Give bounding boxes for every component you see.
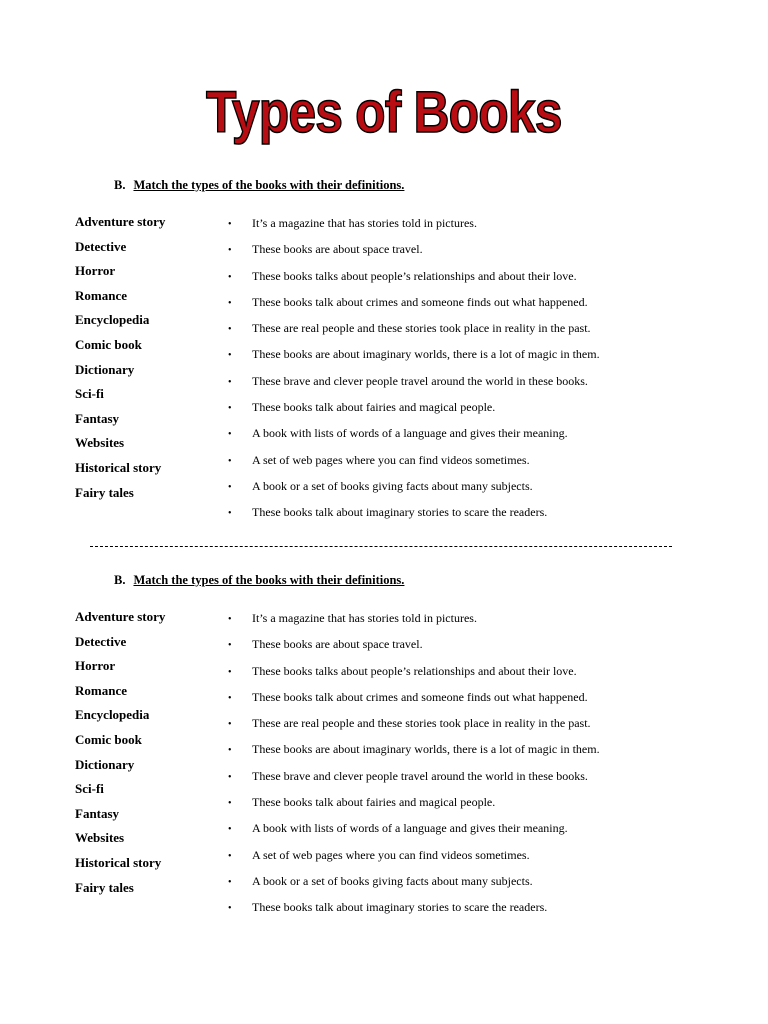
book-type-item: Horror [75,658,116,674]
definition-text: A book with lists of words of a language and gives their meaning. [252,426,568,441]
book-types-list [75,213,165,508]
definition-item [228,293,600,319]
bullet-icon: • [228,245,232,257]
bullet-icon: • [228,745,232,757]
book-type-item: Detective [75,633,127,649]
book-type-item: Detective [75,238,127,254]
definition-text: A set of web pages where you can find videos sometimes. [252,847,530,862]
definition-text: These books talk about fairies and magical people. [252,400,496,415]
page-title: Types of Books [206,80,562,145]
instruction-text: Match the types of the books with their definitions. [133,178,405,192]
definition-text: These books are about space travel. [252,637,423,652]
book-type-item: Adventure story [75,609,166,624]
definition-item [228,477,600,503]
book-type-item: Dictionary [75,361,135,377]
bullet-icon: • [228,614,232,625]
definition-item [228,319,600,345]
definition-item [228,872,600,898]
definition-text: These brave and clever people travel around the world in these books. [252,373,588,388]
bullet-icon: • [228,481,232,493]
definition-text: It’s a magazine that has stories told in pictures. [252,216,477,230]
definition-text: These brave and clever people travel around the world in these books. [252,768,588,783]
definition-text: These books are about space travel. [252,242,423,257]
definition-item [228,819,600,845]
definition-text: These books talk about fairies and magical people. [252,795,496,810]
definition-item [228,688,600,714]
bullet-icon: • [228,824,232,836]
bullet-icon: • [228,455,232,467]
book-type-item: Websites [75,435,125,451]
bullet-icon: • [228,850,232,862]
book-type-item: Fantasy [75,410,120,426]
instruction-text: Match the types of the books with their definitions. [133,573,405,587]
bullet-icon: • [228,692,232,704]
definition-text: A book or a set of books giving facts about many subjects. [252,873,533,888]
bullet-icon: • [228,297,232,309]
book-type-item: Horror [75,263,116,279]
bullet-icon: • [228,324,232,336]
book-type-item: Dictionary [75,756,135,772]
definition-text: These books are about imaginary worlds, there is a lot of magic in them. [252,347,600,362]
book-type-item: Sci-fi [75,386,104,402]
definition-item [228,767,600,793]
bullet-icon: • [228,640,232,652]
book-types-list [75,608,165,903]
book-type-item: Romance [75,287,127,303]
bullet-icon: • [228,508,232,520]
definition-text: These books are about imaginary worlds, there is a lot of magic in them. [252,742,600,757]
bullet-icon: • [228,350,232,362]
definition-item [228,635,600,661]
definition-item [228,398,600,424]
definition-item [228,503,600,529]
instruction-letter: B. [114,178,126,192]
definition-text: A set of web pages where you can find videos sometimes. [252,452,530,467]
book-type-item: Comic book [75,336,142,352]
book-type-item: Romance [75,682,127,698]
instruction-letter: B. [114,573,126,587]
title-area [0,80,768,145]
book-type-item: Comic book [75,731,142,747]
bullet-icon: • [228,666,232,678]
definition-text: A book with lists of words of a language and gives their meaning. [252,821,568,836]
definition-item [228,214,600,240]
definition-item [228,714,600,740]
cut-line-divider [90,546,672,547]
definition-text: It’s a magazine that has stories told in pictures. [252,611,477,625]
book-type-item: Encyclopedia [75,312,150,328]
definition-item [228,372,600,398]
definition-item [228,609,600,635]
bullet-icon: • [228,271,232,283]
book-type-item: Fairy tales [75,484,134,500]
definition-item [228,898,600,924]
definition-item [228,240,600,266]
book-type-item: Historical story [75,459,162,475]
book-type-item: Websites [75,830,125,846]
book-type-item: Historical story [75,854,162,870]
definition-item [228,846,600,872]
definitions-list [228,609,600,925]
definition-text: These books talk about imaginary stories to scare the readers. [252,505,548,520]
book-type-item: Encyclopedia [75,707,150,723]
definition-item [228,793,600,819]
bullet-icon: • [228,876,232,888]
definition-item [228,662,600,688]
bullet-icon: • [228,219,232,230]
definition-text: These are real people and these stories took place in reality in the past. [252,321,591,336]
instruction [114,573,404,588]
bullet-icon: • [228,403,232,415]
bullet-icon: • [228,719,232,731]
definition-text: These books talks about people’s relationships and about their love. [252,268,577,283]
definition-item [228,451,600,477]
definition-text: A book or a set of books giving facts about many subjects. [252,478,533,493]
instruction [114,178,404,193]
bullet-icon: • [228,429,232,441]
definitions-list [228,214,600,530]
definition-text: These books talk about imaginary stories to scare the readers. [252,900,548,915]
bullet-icon: • [228,798,232,810]
definition-text: These books talk about crimes and someone finds out what happened. [252,294,588,309]
bullet-icon: • [228,376,232,388]
definition-item [228,740,600,766]
definition-text: These books talks about people’s relationships and about their love. [252,663,577,678]
book-type-item: Adventure story [75,214,166,229]
bullet-icon: • [228,771,232,783]
definition-text: These are real people and these stories took place in reality in the past. [252,716,591,731]
book-type-item: Fairy tales [75,879,134,895]
definition-item [228,424,600,450]
definition-text: These books talk about crimes and someone finds out what happened. [252,689,588,704]
book-type-item: Sci-fi [75,781,104,797]
book-type-item: Fantasy [75,805,120,821]
definition-item [228,345,600,371]
definition-item [228,267,600,293]
bullet-icon: • [228,903,232,915]
